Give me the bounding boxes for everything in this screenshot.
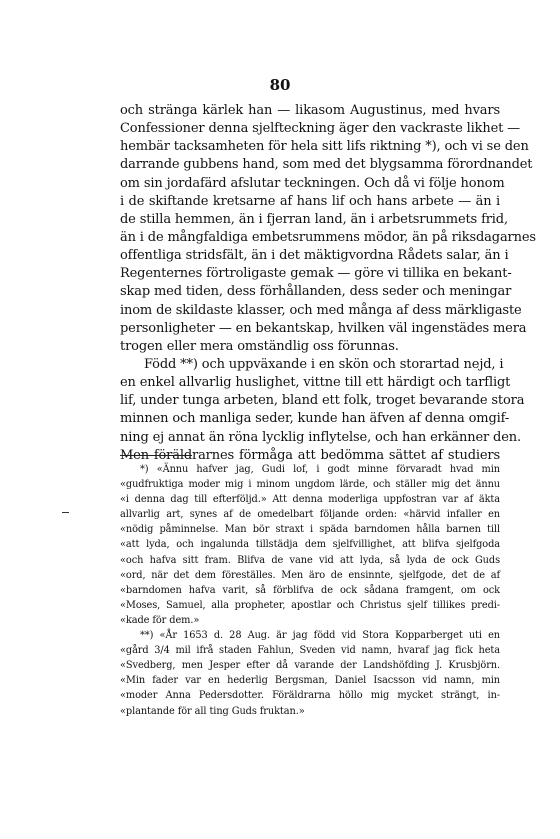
text-line: trogen eller mera omständlig oss förunnas.	[120, 338, 399, 354]
text-line: Men föräldrarnes förmåga att bedömma sättet af studiers	[120, 447, 500, 463]
main-text	[120, 102, 536, 465]
footnote-line: «moder Anna Pedersdotter. Föräldrarna höllo mig mycket strängt, in-	[120, 690, 500, 702]
footnote-line: *) «Ännu hafver jag, Gudi lof, i godt minne förvaradt hvad min	[140, 464, 500, 475]
margin-mark	[62, 512, 69, 513]
text-line: offentliga stridsfält, än i det mäktigvordna Rådets salar, än i	[120, 248, 509, 264]
text-line: Confessioner denna sjelfteckning äger den vackraste likhet —	[120, 121, 521, 137]
footnote-line: «Moses, Samuel, alla propheter, apostlar och Christus sjelf tillikes predi-	[120, 599, 500, 611]
text-line: lif, under tunga arbeten, bland ett folk, troget bevarande stora	[120, 393, 525, 409]
footnote-line: «att lyda, och ingalunda tillstädja dem sjelfvillighet, att blifva sjelfgoda	[120, 539, 500, 551]
text-line: darrande gubbens hand, som med det blygsamma förordnandet	[120, 157, 533, 173]
footnote-line: «Svedberg, men Jesper efter då varande der Landshöfding J. Krusbjörn.	[120, 660, 500, 672]
text-line: om sin jordafärd afslutar teckningen. Och då vi följe honom	[120, 175, 505, 191]
footnote-line: «gudfruktiga moder mig i minom ungdom lärde, och ställer mig det ännu	[120, 479, 500, 491]
footnote-separator	[120, 455, 192, 456]
footnote-line: «i denna dag till efterföljd.» Att denna moderliga uppfostran var af äkta	[120, 494, 500, 506]
footnote-line: «ord, när det dem föreställes. Men äro de ensinnte, sjelfgode, det de af	[120, 569, 500, 581]
text-line: Regenternes förtroligaste gemak — göre vi tillika en bekant-	[120, 266, 512, 282]
text-line: skap med tiden, dess förhållanden, dess seder och meningar	[120, 284, 512, 300]
text-line: Född **) och uppväxande i en skön och storartad nejd, i	[144, 356, 504, 372]
footnote-line: «gård 3/4 mil ifrå staden Fahlun, Sveden vid namn, hvaraf jag fick heta	[120, 645, 500, 657]
text-line: en enkel allvarlig huslighet, vittne till ett härdigt och tarfligt	[120, 375, 511, 391]
footnote-line: **) «År 1653 d. 28 Aug. är jag född vid Stora Kopparberget uti en	[140, 630, 500, 642]
text-line: inom de skildaste klasser, och med många af dess märkligaste	[120, 302, 522, 318]
footnote-line: «kade för dem.»	[120, 614, 200, 626]
footnotes	[120, 462, 500, 719]
page-number: 80	[269, 76, 291, 94]
text-line: än i de mångfaldiga embetsrummens mödor, än på riksdagarnes	[120, 229, 536, 245]
text-line: och stränga kärlek han — likasom Augustinus, med hvars	[120, 103, 500, 118]
footnote-line: «Min fader var en hederlig Bergsman, Daniel Isacsson vid namn, min	[120, 675, 500, 687]
footnote-line: «nödig påminnelse. Man bör straxt i späda barndomen hålla barnen till	[120, 524, 500, 536]
footnote-line: allvarlig art, synes af de omedelbart följande orden: «härvid infaller en	[120, 509, 500, 521]
text-line: i de skiftande kretsarne af hans lif och hans arbete — än i	[120, 193, 500, 209]
text-line: personligheter — en bekantskap, hvilken väl ingenstädes mera	[120, 320, 527, 336]
footnote-line: «barndomen hafva varit, så förblifva de ock sådana framgent, om ock	[120, 584, 500, 596]
text-line: hembär tacksamheten för hela sitt lifs riktning *), och vi se den	[120, 139, 529, 155]
text-line: minnen och manliga seder, kunde han äfven af denna omgif-	[120, 411, 510, 427]
text-line: de stilla hemmen, än i fjerran land, än i arbetsrummets frid,	[120, 211, 508, 227]
text-line: ning ej annat än röna lycklig inflytelse, och han erkänner den.	[120, 429, 521, 445]
footnote-line: «och hafva sitt fram. Blifva de vane vid att lyda, så lyda de ock Guds	[120, 554, 500, 566]
footnote-line: «plantande för all ting Guds fruktan.»	[120, 705, 305, 717]
